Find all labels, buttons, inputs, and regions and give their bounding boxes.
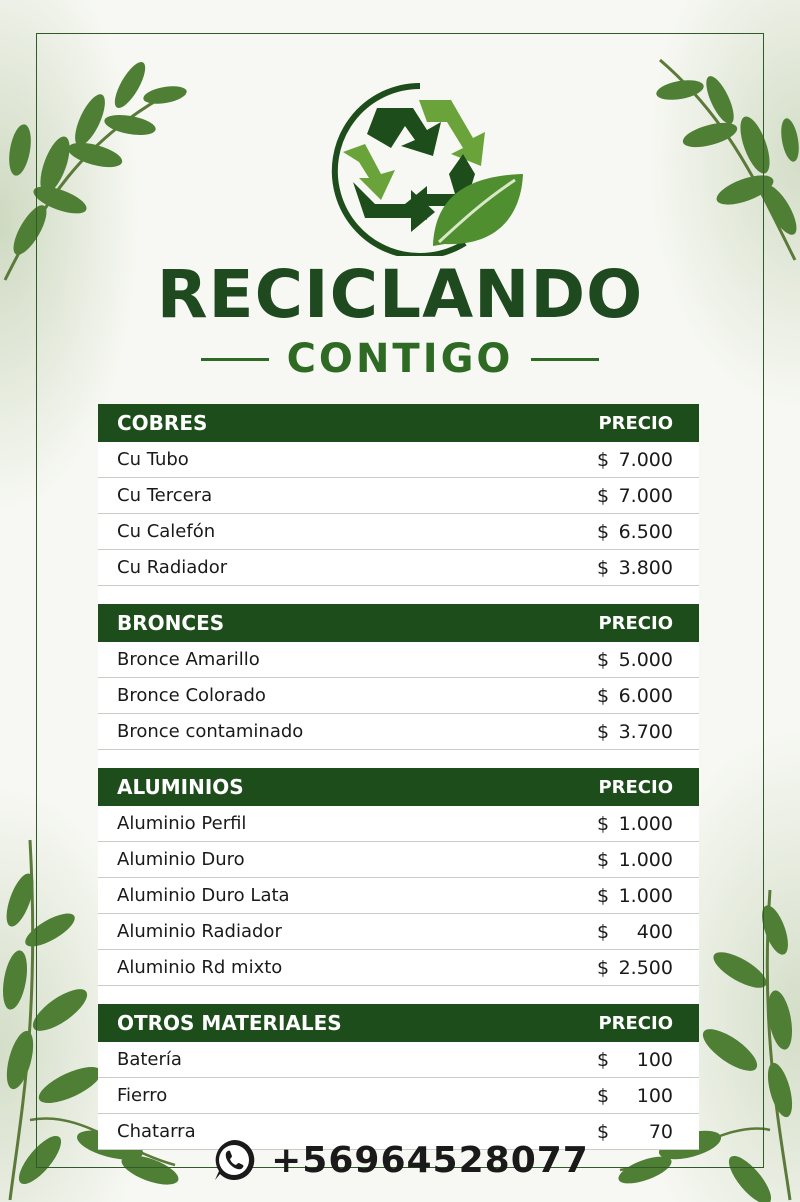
- currency-symbol: $: [597, 684, 610, 707]
- brand-subtitle: CONTIGO: [286, 336, 514, 382]
- price-value: 6.000: [618, 684, 673, 707]
- currency-symbol: $: [597, 1084, 610, 1107]
- price-column-header: PRECIO: [598, 412, 673, 434]
- currency-symbol: $: [597, 1120, 610, 1143]
- price-value: 100: [636, 1048, 673, 1071]
- section-title: BRONCES: [117, 611, 225, 635]
- material-name: Cu Tercera: [117, 485, 213, 506]
- section-title: OTROS MATERIALES: [117, 1011, 342, 1035]
- price-table: [98, 404, 699, 1150]
- price-value: 400: [636, 920, 673, 943]
- table-row: [98, 714, 699, 750]
- section-header: [98, 604, 699, 642]
- material-name: Aluminio Radiador: [117, 921, 282, 942]
- section-gap: [98, 586, 699, 604]
- currency-symbol: $: [597, 1048, 610, 1071]
- price-section: [98, 604, 699, 750]
- currency-symbol: $: [597, 884, 610, 907]
- price-section: [98, 404, 699, 586]
- section-header: [98, 404, 699, 442]
- table-row: [98, 550, 699, 586]
- material-name: Batería: [117, 1049, 182, 1070]
- material-price: [597, 521, 673, 543]
- material-price: [597, 921, 673, 943]
- material-name: Cu Calefón: [117, 521, 216, 542]
- price-value: 6.500: [618, 520, 673, 543]
- material-name: Cu Tubo: [117, 449, 189, 470]
- divider: [531, 358, 599, 361]
- price-value: 1.000: [618, 848, 673, 871]
- price-value: 70: [648, 1120, 673, 1143]
- brand-subtitle-row: [0, 334, 800, 384]
- price-value: 7.000: [618, 484, 673, 507]
- table-row: [98, 442, 699, 478]
- table-row: [98, 914, 699, 950]
- currency-symbol: $: [597, 848, 610, 871]
- price-value: 2.500: [618, 956, 673, 979]
- material-name: Aluminio Perfil: [117, 813, 247, 834]
- currency-symbol: $: [597, 648, 610, 671]
- material-price: [597, 813, 673, 835]
- currency-symbol: $: [597, 556, 610, 579]
- currency-symbol: $: [597, 920, 610, 943]
- material-price: [597, 685, 673, 707]
- price-value: 1.000: [618, 884, 673, 907]
- price-section: [98, 768, 699, 986]
- price-value: 7.000: [618, 448, 673, 471]
- material-price: [597, 885, 673, 907]
- material-name: Fierro: [117, 1085, 168, 1106]
- section-title: COBRES: [117, 411, 208, 435]
- material-name: Aluminio Duro Lata: [117, 885, 290, 906]
- section-gap: [98, 986, 699, 1004]
- currency-symbol: $: [597, 448, 610, 471]
- divider: [201, 358, 269, 361]
- contact-row: [0, 1134, 800, 1186]
- section-title: ALUMINIOS: [117, 775, 244, 799]
- currency-symbol: $: [597, 812, 610, 835]
- material-price: [597, 449, 673, 471]
- section-header: [98, 1004, 699, 1042]
- material-name: Aluminio Duro: [117, 849, 245, 870]
- material-price: [597, 849, 673, 871]
- price-section: [98, 1004, 699, 1150]
- table-row: [98, 642, 699, 678]
- material-price: [597, 1085, 673, 1107]
- material-price: [597, 721, 673, 743]
- material-price: [597, 557, 673, 579]
- currency-symbol: $: [597, 720, 610, 743]
- recycle-leaf-icon: [315, 78, 530, 256]
- table-row: [98, 1042, 699, 1078]
- material-name: Bronce Amarillo: [117, 649, 260, 670]
- table-row: [98, 878, 699, 914]
- material-name: Bronce contaminado: [117, 721, 304, 742]
- whatsapp-icon[interactable]: [211, 1137, 257, 1183]
- price-value: 3.700: [618, 720, 673, 743]
- table-row: [98, 514, 699, 550]
- brand-title: RECICLANDO: [156, 256, 644, 333]
- price-column-header: PRECIO: [598, 1012, 673, 1034]
- price-value: 1.000: [618, 812, 673, 835]
- price-column-header: PRECIO: [598, 612, 673, 634]
- price-column-header: PRECIO: [598, 776, 673, 798]
- material-name: Chatarra: [117, 1121, 196, 1142]
- table-row: [98, 678, 699, 714]
- currency-symbol: $: [597, 520, 610, 543]
- material-name: Cu Radiador: [117, 557, 228, 578]
- section-gap: [98, 750, 699, 768]
- material-price: [597, 1049, 673, 1071]
- material-price: [597, 649, 673, 671]
- material-name: Bronce Colorado: [117, 685, 266, 706]
- currency-symbol: $: [597, 484, 610, 507]
- price-value: 3.800: [618, 556, 673, 579]
- table-row: [98, 950, 699, 986]
- material-price: [597, 957, 673, 979]
- table-row: [98, 842, 699, 878]
- price-value: 100: [636, 1084, 673, 1107]
- price-value: 5.000: [618, 648, 673, 671]
- material-name: Aluminio Rd mixto: [117, 957, 283, 978]
- material-price: [597, 485, 673, 507]
- table-row: [98, 806, 699, 842]
- section-header: [98, 768, 699, 806]
- table-row: [98, 1078, 699, 1114]
- table-row: [98, 478, 699, 514]
- phone-number[interactable]: +56964528077: [271, 1139, 589, 1181]
- currency-symbol: $: [597, 956, 610, 979]
